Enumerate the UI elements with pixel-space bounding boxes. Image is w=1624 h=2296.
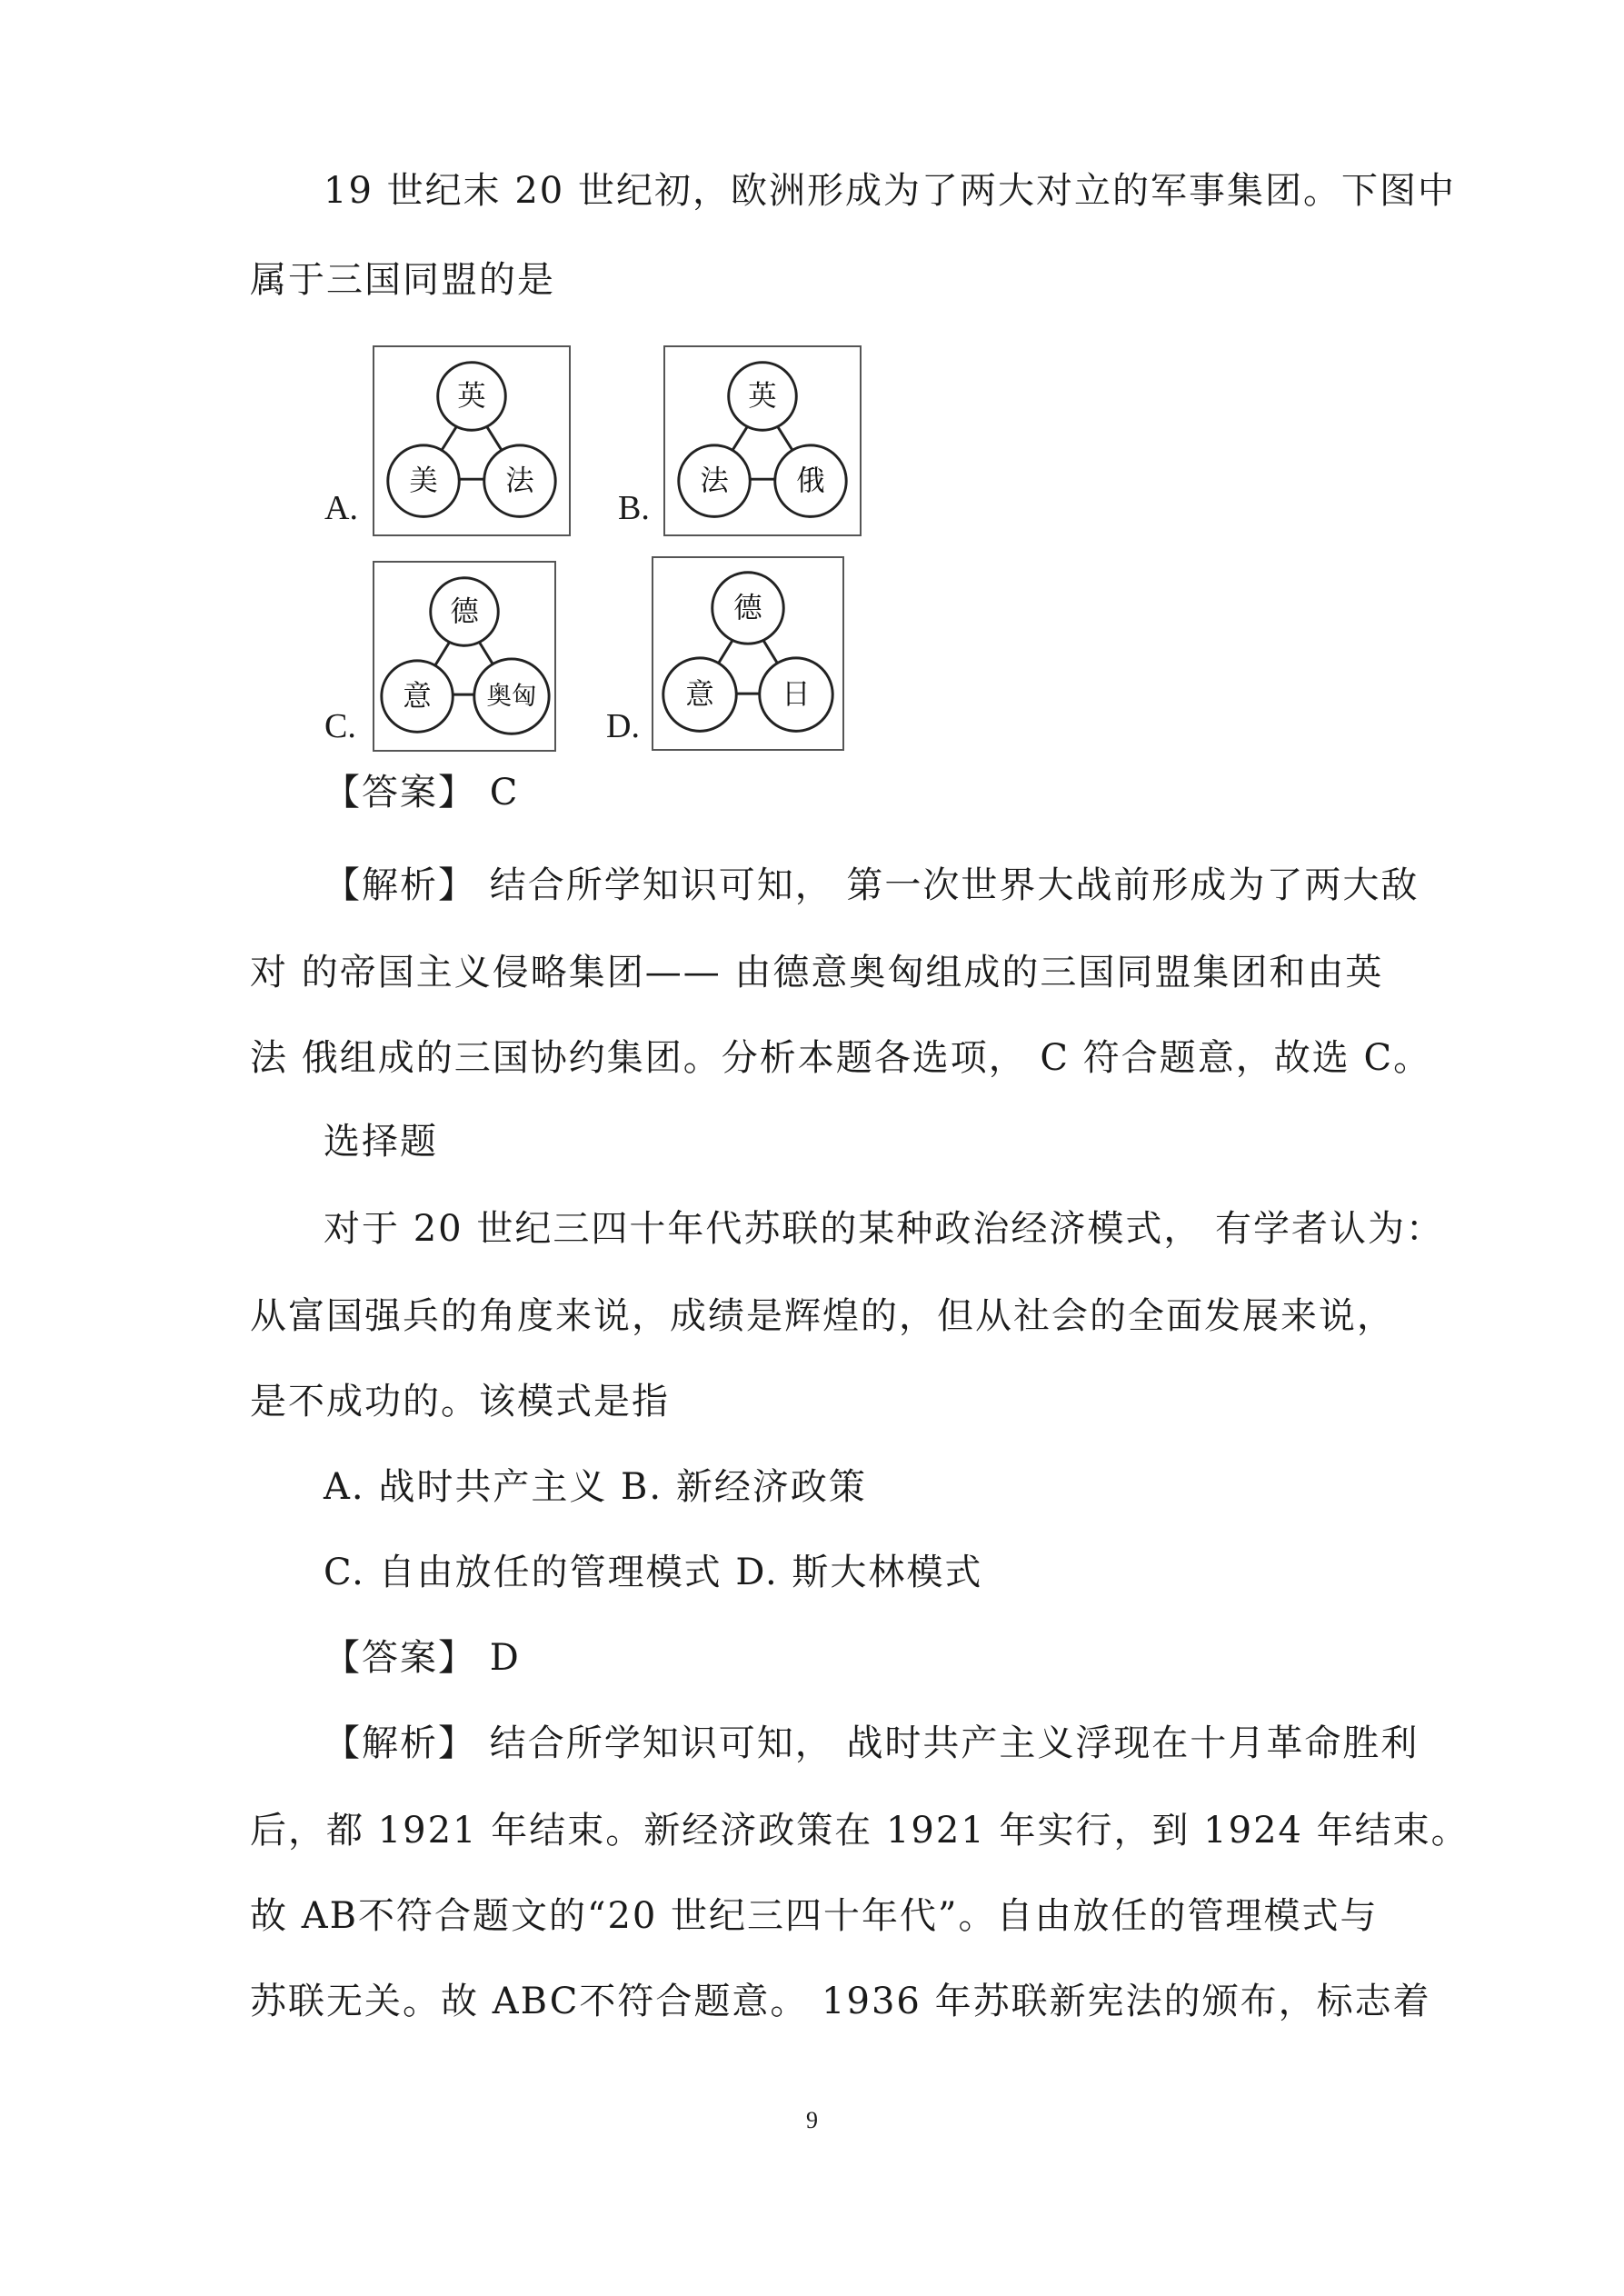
q2-stem-line-1: 对于 20 世纪三四十年代苏联的某种政治经济模式， 有学者认为：	[324, 1208, 1445, 1250]
page-number: 9	[806, 2107, 818, 2133]
q2-stem-line-3: 是不成功的。该模式是指	[250, 1381, 670, 1423]
option-c-label: C.	[324, 707, 356, 745]
alliance-diagram-a	[374, 347, 569, 534]
alliance-diagram-b	[665, 347, 860, 534]
q2-analysis-line-2: 后，都 1921 年结束。新经济政策在 1921 年实行，到 1924 年结束。	[250, 1810, 1470, 1852]
node-top: 英	[457, 379, 486, 413]
node-top: 德	[450, 594, 479, 628]
q1-stem-line-2: 属于三国同盟的是	[250, 259, 555, 301]
q1-analysis-line-1: 【解析】 结合所学知识可知， 第一次世界大战前形成为了两大敌	[324, 864, 1420, 906]
option-c-diagram	[373, 561, 556, 752]
q2-analysis-line-3: 故 AB不符合题文的“20 世纪三四十年代”。自由放任的管理模式与	[250, 1895, 1379, 1937]
option-b-diagram	[663, 345, 862, 536]
node-top: 德	[733, 591, 762, 624]
node-right: 俄	[796, 464, 825, 498]
node-right: 法	[505, 464, 534, 498]
node-left: 法	[700, 464, 729, 498]
node-right: 奥匈	[486, 682, 537, 711]
option-a-diagram	[373, 345, 571, 536]
node-top: 英	[748, 379, 777, 413]
q2-analysis-line-1: 【解析】 结合所学知识可知， 战时共产主义浮现在十月革命胜利	[324, 1722, 1420, 1764]
node-right: 日	[782, 678, 811, 712]
q1-analysis-line-2: 对 的帝国主义侵略集团—— 由德意奥匈组成的三国同盟集团和由英	[250, 952, 1384, 993]
q2-options-line-1: A. 战时共产主义 B. 新经济政策	[324, 1466, 867, 1508]
node-left: 意	[403, 680, 432, 714]
q1-stem-line-1: 19 世纪末 20 世纪初，欧洲形成为了两大对立的军事集团。下图中	[324, 170, 1456, 212]
section-label: 选择题	[324, 1121, 438, 1163]
alliance-diagram-c	[374, 563, 554, 750]
node-left: 美	[409, 464, 438, 498]
q2-stem-line-2: 从富国强兵的角度来说，成绩是辉煌的，但从社会的全面发展来说，	[250, 1295, 1395, 1337]
node-left: 意	[685, 678, 714, 712]
q1-answer: 【答案】 C	[324, 772, 520, 814]
option-d-diagram	[652, 556, 844, 751]
q1-analysis-line-3: 法 俄组成的三国协约集团。分析本题各选项， C 符合题意，故选 C。	[250, 1037, 1432, 1079]
q2-analysis-line-4: 苏联无关。故 ABC不符合题意。 1936 年苏联新宪法的颁布，标志着	[250, 1981, 1431, 2022]
option-a-label: A.	[324, 489, 358, 527]
alliance-diagram-d	[653, 558, 842, 749]
option-b-label: B.	[618, 489, 650, 527]
q2-options-line-2: C. 自由放任的管理模式 D. 斯大林模式	[324, 1552, 983, 1593]
option-d-label: D.	[606, 707, 640, 745]
q2-answer: 【答案】 D	[324, 1637, 521, 1679]
